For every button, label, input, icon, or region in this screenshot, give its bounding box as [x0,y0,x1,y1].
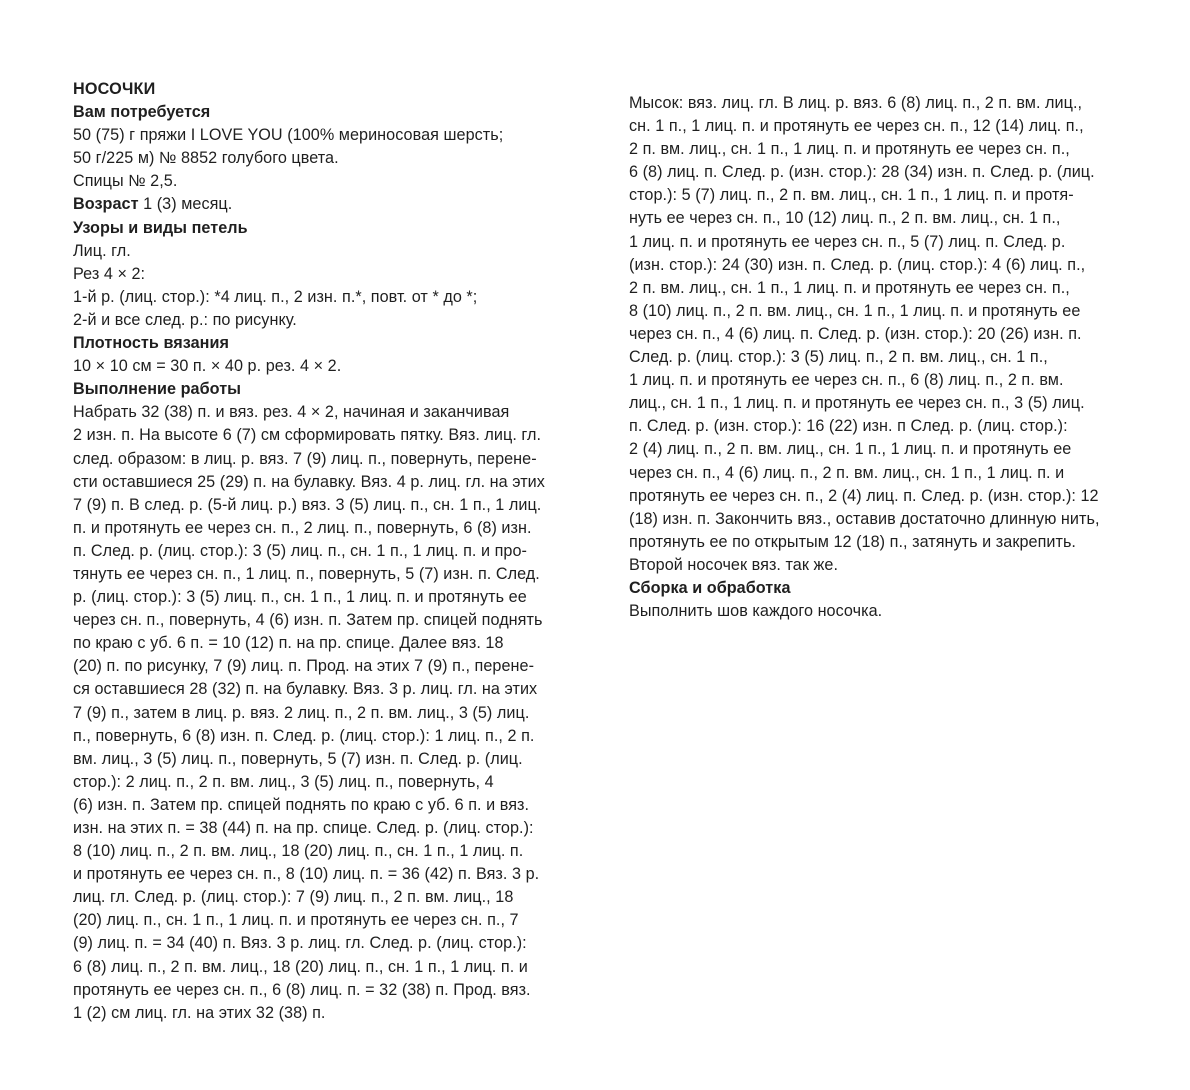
body-line: нуть ее через сн. п., 10 (12) лиц. п., 2 п. вм. лиц., сн. 1 п., [629,209,1061,228]
labeled-line [73,193,588,216]
body-line: через сн. п., 4 (6) лиц. п., 2 п. вм. лиц., сн. 1 п., 1 лиц. п. и [629,463,1065,482]
body-line: 2 изн. п. На высоте 6 (7) см сформировать пятку. Вяз. лиц. гл. [73,426,542,445]
section-heading: Сборка и обработка [629,578,791,597]
body-line: 50 (75) г пряжи I LOVE YOU (100% мериносовая шерсть; [73,126,504,145]
body-line: протянуть ее через сн. п., 2 (4) лиц. п. След. р. (изн. стор.): 12 [629,486,1099,505]
body-line: (9) лиц. п. = 34 (40) п. Вяз. 3 р. лиц. гл. След. р. (лиц. стор.): [73,934,527,953]
section-heading: Вам потребуется [73,103,211,122]
body-line: 8 (10) лиц. п., 2 п. вм. лиц., сн. 1 п., 1 лиц. п. и протянуть ее [629,301,1081,320]
body-line: 6 (8) лиц. п., 2 п. вм. лиц., 18 (20) лиц. п., сн. 1 п., 1 лиц. п. и [73,957,528,976]
body-line: След. р. (лиц. стор.): 3 (5) лиц. п., 2 п. вм. лиц., сн. 1 п., [629,348,1048,367]
body-line: (18) изн. п. Закончить вяз., оставив достаточно длинную нить, [629,509,1100,528]
body-line: по краю с уб. 6 п. = 10 (12) п. на пр. спице. Далее вяз. 18 [73,634,504,653]
body-line: (20) п. по рисунку, 7 (9) лиц. п. Прод. на этих 7 (9) п., перене- [73,657,535,676]
body-line: и протянуть ее через сн. п., 8 (10) лиц. п. = 36 (42) п. Вяз. 3 р. [73,865,540,884]
body-line: 8 (10) лиц. п., 2 п. вм. лиц., 18 (20) лиц. п., сн. 1 п., 1 лиц. п. [73,842,524,861]
body-line: 1 лиц. п. и протянуть ее через сн. п., 6 (8) лиц. п., 2 п. вм. [629,371,1064,390]
body-line: 10 × 10 см = 30 п. × 40 р. рез. 4 × 2. [73,357,342,376]
body-line: п. След. р. (лиц. стор.): 3 (5) лиц. п., сн. 1 п., 1 лиц. п. и про- [73,541,527,560]
body-line: п. и протянуть ее через сн. п., 2 лиц. п., повернуть, 6 (8) изн. [73,518,532,537]
body-line: Спицы № 2,5. [73,172,178,191]
body-line: 2-й и все след. р.: по рисунку. [73,310,297,329]
body-line: Выполнить шов каждого носочка. [629,602,883,621]
inline-label: Возраст [73,195,139,214]
body-line: Второй носочек вяз. так же. [629,555,839,574]
body-line: 50 г/225 м) № 8852 голубого цвета. [73,149,339,168]
body-line: 6 (8) лиц. п. След. р. (изн. стор.): 28 (34) изн. п. След. р. (лиц. [629,163,1095,182]
body-line: лиц., сн. 1 п., 1 лиц. п. и протянуть ее через сн. п., 3 (5) лиц. [629,394,1085,413]
body-line: тянуть ее через сн. п., 1 лиц. п., повернуть, 5 (7) изн. п. След. [73,564,540,583]
body-line: (6) изн. п. Затем пр. спицей поднять по краю с уб. 6 п. и вяз. [73,795,530,814]
body-line: через сн. п., 4 (6) лиц. п. След. р. (изн. стор.): 20 (26) изн. п. [629,324,1082,343]
body-line: 1 (2) см лиц. гл. на этих 32 (38) п. [73,1003,326,1022]
body-line: сн. 1 п., 1 лиц. п. и протянуть ее через сн. п., 12 (14) лиц. п., [629,117,1084,136]
body-line: изн. на этих п. = 38 (44) п. на пр. спице. След. р. (лиц. стор.): [73,819,534,837]
body-line: вм. лиц., 3 (5) лиц. п., повернуть, 5 (7) изн. п. След. р. (лиц. [73,749,523,768]
section-heading: Плотность вязания [73,334,229,353]
body-line: 2 п. вм. лиц., сн. 1 п., 1 лиц. п. и протянуть ее через сн. п., [629,278,1070,297]
inline-text: 1 (3) месяц. [138,195,233,214]
body-line: протянуть ее через сн. п., 6 (8) лиц. п. = 32 (38) п. Прод. вяз. [73,980,531,999]
body-line: сти оставшиеся 25 (29) п. на булавку. Вяз. 4 р. лиц. гл. на этих [73,472,545,491]
body-line: п., повернуть, 6 (8) изн. п. След. р. (лиц. стор.): 1 лиц. п., 2 п. [73,726,535,745]
body-line: (изн. стор.): 24 (30) изн. п. След. р. (лиц. стор.): 4 (6) лиц. п., [629,255,1086,274]
body-line: п. След. р. (изн. стор.): 16 (22) изн. п След. р. (лиц. стор.): [629,417,1068,436]
body-line: 1 лиц. п. и протянуть ее через сн. п., 5 (7) лиц. п. След. р. [629,232,1066,251]
body-line: через сн. п., повернуть, 4 (6) изн. п. Затем пр. спицей поднять [73,611,543,630]
body-line: (20) лиц. п., сн. 1 п., 1 лиц. п. и протянуть ее через сн. п., 7 [73,911,519,930]
body-line: 7 (9) п., затем в лиц. р. вяз. 2 лиц. п., 2 п. вм. лиц., 3 (5) лиц. [73,703,530,722]
body-line: 2 (4) лиц. п., 2 п. вм. лиц., сн. 1 п., 1 лиц. п. и протянуть ее [629,440,1072,459]
body-line: 7 (9) п. В след. р. (5-й лиц. р.) вяз. 3 (5) лиц. п., сн. 1 п., 1 лиц. [73,495,542,514]
body-line: Мысок: вяз. лиц. гл. В лиц. р. вяз. 6 (8) лиц. п., 2 п. вм. лиц., [629,94,1083,112]
pattern-title: НОСОЧКИ [73,80,156,98]
left-column [73,78,588,1025]
body-line: 1-й р. (лиц. стор.): *4 лиц. п., 2 изн. п.*, повт. от * до *; [73,287,478,306]
body-line: 2 п. вм. лиц., сн. 1 п., 1 лиц. п. и протянуть ее через сн. п., [629,140,1070,159]
section-heading: Выполнение работы [73,380,242,399]
body-line: Набрать 32 (38) п. и вяз. рез. 4 × 2, начиная и заканчивая [73,403,510,422]
body-line: Рез 4 × 2: [73,264,146,283]
body-line: р. (лиц. стор.): 3 (5) лиц. п., сн. 1 п., 1 лиц. п. и протянуть ее [73,588,527,607]
right-column [629,92,1149,623]
body-line: стор.): 2 лиц. п., 2 п. вм. лиц., 3 (5) лиц. п., повернуть, 4 [73,772,494,791]
section-heading: Узоры и виды петель [73,218,248,237]
body-line: ся оставшиеся 28 (32) п. на булавку. Вяз. 3 р. лиц. гл. на этих [73,680,538,699]
body-line: протянуть ее по открытым 12 (18) п., затянуть и закрепить. [629,532,1076,551]
body-line: след. образом: в лиц. р. вяз. 7 (9) лиц. п., повернуть, перене- [73,449,537,468]
body-line: стор.): 5 (7) лиц. п., 2 п. вм. лиц., сн. 1 п., 1 лиц. п. и протя- [629,186,1074,205]
body-line: Лиц. гл. [73,241,131,260]
body-line: лиц. гл. След. р. (лиц. стор.): 7 (9) лиц. п., 2 п. вм. лиц., 18 [73,888,514,907]
